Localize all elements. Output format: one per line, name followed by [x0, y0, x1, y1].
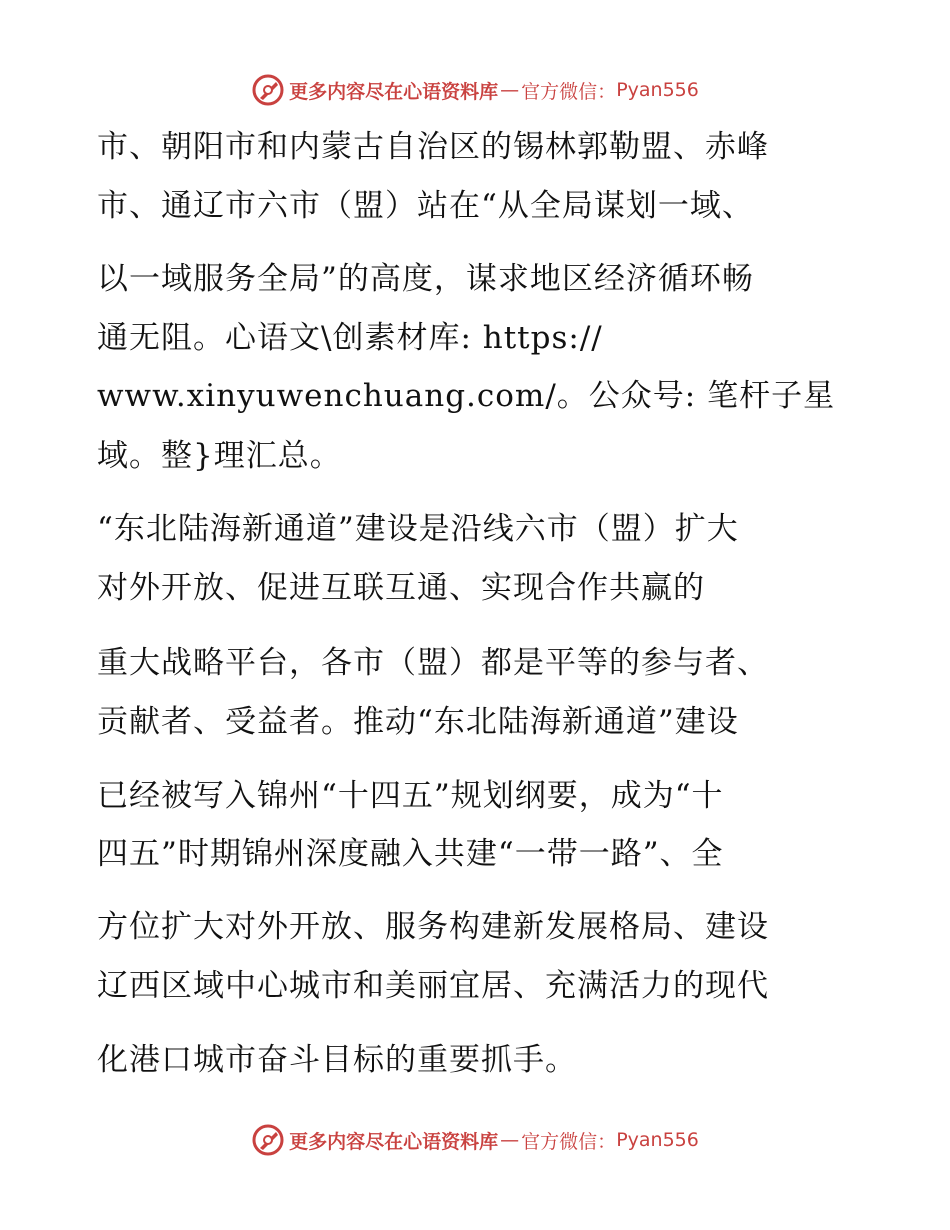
text-line: 四五”时期锦州深度融入共建“一带一路”、全	[97, 836, 724, 872]
watermark-text: 更多内容尽在心语资料库	[289, 80, 499, 103]
text-line: 通无阻。心语文\创素材库: https://	[97, 320, 603, 356]
watermark-account: Pyan556	[616, 1129, 699, 1151]
text-line: 辽西区域中心城市和美丽宜居、充满活力的现代	[97, 968, 769, 1004]
header-watermark	[0, 70, 950, 110]
text-line: 市、通辽市六市（盟）站在“从全局谋划一域、	[97, 188, 754, 224]
text-line: 化港口城市奋斗目标的重要抓手。	[97, 1042, 577, 1078]
text-line: 市、朝阳市和内蒙古自治区的锡林郭勒盟、赤峰	[97, 129, 769, 165]
text-line: “东北陆海新通道”建设是沿线六市（盟）扩大	[97, 511, 739, 547]
watermark-dash: —	[500, 1129, 520, 1151]
text-line: 域。整}理汇总。	[97, 438, 342, 474]
watermark-official-label: 官方微信：	[521, 80, 617, 103]
text-line: 方位扩大对外开放、服务构建新发展格局、建设	[97, 909, 769, 945]
footer-watermark	[0, 1120, 950, 1160]
watermark-account: Pyan556	[616, 79, 699, 101]
text-line: 贡献者、受益者。推动“东北陆海新通道”建设	[97, 704, 739, 740]
watermark-official-label: 官方微信：	[521, 1130, 617, 1153]
text-line: 对外开放、促进互联互通、实现合作共赢的	[97, 570, 705, 606]
text-line: 已经被写入锦州“十四五”规划纲要，成为“十	[97, 778, 724, 814]
quill-seal-icon	[251, 73, 285, 107]
watermark-dash: —	[500, 79, 520, 101]
text-line: www.xinyuwenchuang.com/。公众号: 笔杆子星	[97, 378, 836, 414]
text-line: 重大战略平台，各市（盟）都是平等的参与者、	[97, 645, 769, 681]
watermark-text: 更多内容尽在心语资料库	[289, 1130, 499, 1153]
text-line: 以一域服务全局”的高度，谋求地区经济循环畅	[97, 261, 754, 297]
quill-seal-icon	[251, 1123, 285, 1157]
